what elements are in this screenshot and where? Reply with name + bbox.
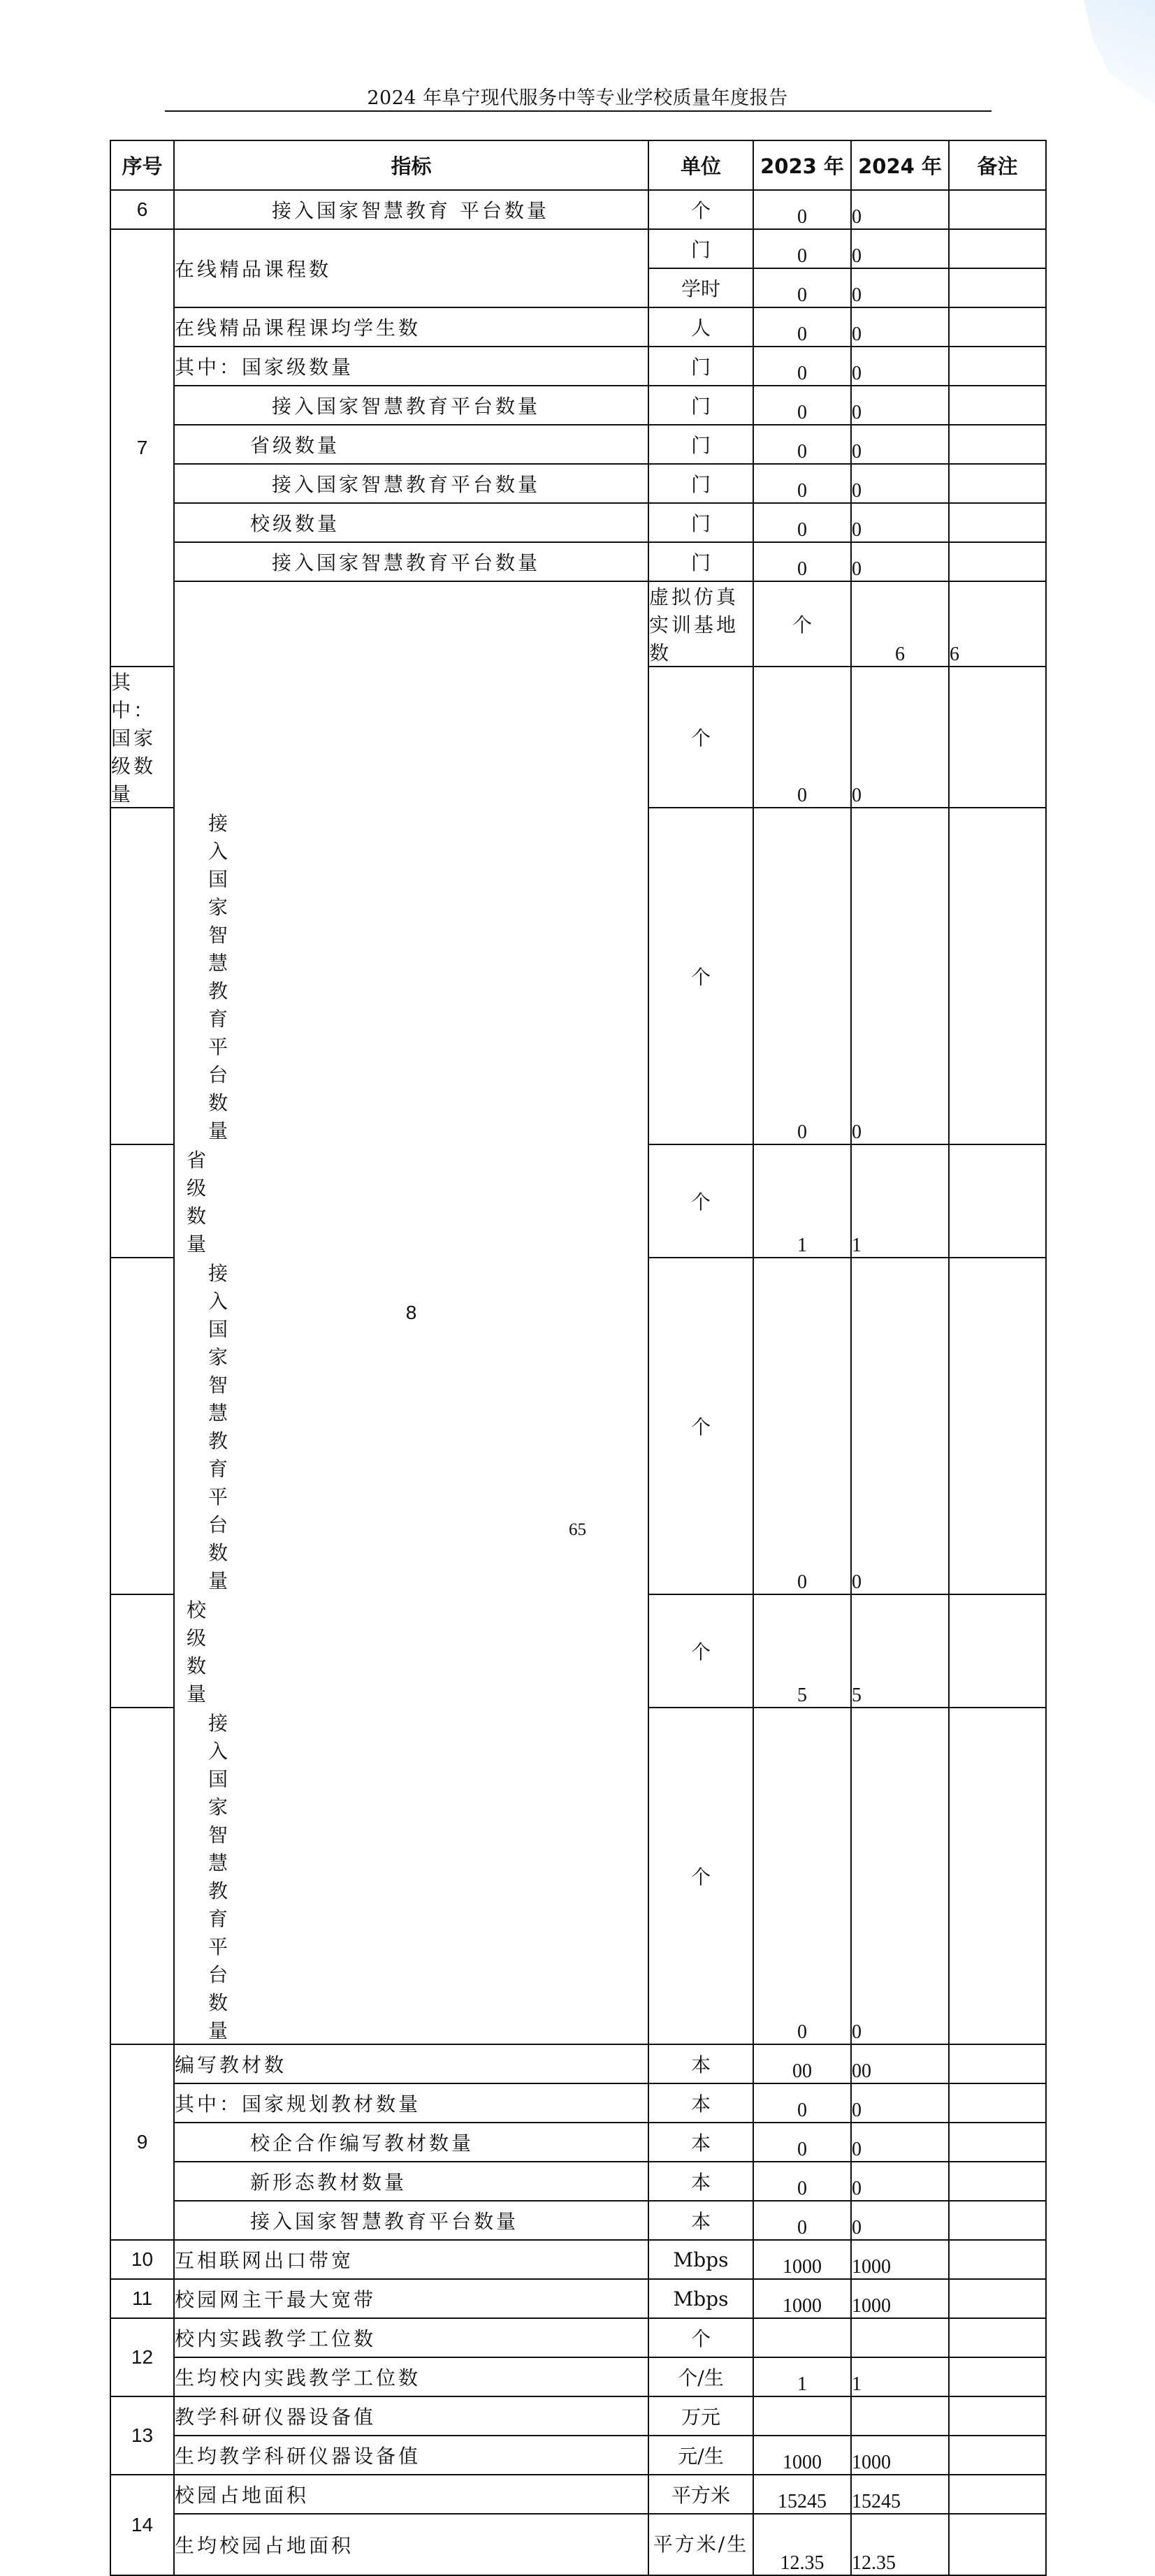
table-row <box>110 2044 1046 2083</box>
seq-cell: 8 <box>174 581 648 2044</box>
seq-cell: 10 <box>110 2240 174 2279</box>
unit-cell: 个 <box>648 2318 753 2357</box>
table-row <box>110 2514 1046 2575</box>
col-header-unit: 单位 <box>648 140 753 190</box>
seq-cell: 9 <box>110 2044 174 2240</box>
table-row <box>110 2240 1046 2279</box>
value-2023-cell: 1 <box>753 2357 851 2396</box>
indicator-cell: 接入国家智慧教育 平台数量 <box>174 190 648 229</box>
value-2024-cell: 6 <box>949 581 1046 667</box>
indicator-cell: 接入国家智慧教育平台数量 <box>110 1708 174 2044</box>
value-2024-cell: 0 <box>851 2083 949 2123</box>
note-cell <box>949 1144 1046 1258</box>
report-table <box>110 140 1047 2576</box>
unit-cell: 门 <box>648 425 753 464</box>
indicator-cell: 校级数量 <box>110 1594 174 1708</box>
note-cell <box>949 542 1046 581</box>
seq-cell: 6 <box>110 190 174 229</box>
value-2023-cell: 0 <box>753 229 851 268</box>
indicator-cell: 教学科研仪器设备值 <box>174 2396 648 2436</box>
value-2023-cell: 12.35 <box>753 2514 851 2575</box>
value-2023-cell: 0 <box>753 503 851 542</box>
indicator-cell: 校级数量 <box>174 503 648 542</box>
value-2024-cell: 0 <box>851 347 949 386</box>
note-cell <box>949 2201 1046 2240</box>
indicator-cell: 接入国家智慧教育平台数量 <box>174 2201 648 2240</box>
seq-cell: 13 <box>110 2396 174 2475</box>
unit-cell: 本 <box>648 2083 753 2123</box>
value-2023-cell: 15245 <box>753 2475 851 2514</box>
indicator-cell: 省级数量 <box>174 425 648 464</box>
value-2023-cell: 0 <box>753 425 851 464</box>
value-2024-cell: 00 <box>851 2044 949 2083</box>
unit-cell: 本 <box>648 2201 753 2240</box>
table-header-row <box>110 140 1046 190</box>
indicator-cell: 接入国家智慧教育平台数量 <box>110 1258 174 1594</box>
value-2024-cell: 0 <box>851 464 949 503</box>
value-2023-cell: 0 <box>753 464 851 503</box>
value-2024-cell: 0 <box>851 268 949 307</box>
table-row <box>110 190 1046 229</box>
table-row <box>110 347 1046 386</box>
table-row <box>110 2436 1046 2475</box>
indicator-cell: 接入国家智慧教育平台数量 <box>174 464 648 503</box>
indicator-cell: 生均校园占地面积 <box>174 2514 648 2575</box>
note-cell <box>949 1594 1046 1708</box>
unit-cell: 门 <box>648 229 753 268</box>
unit-cell: 门 <box>648 464 753 503</box>
table-row <box>110 229 1046 268</box>
col-header-2023: 2023 年 <box>753 140 851 190</box>
indicator-cell: 在线精品课程课均学生数 <box>174 307 648 347</box>
table-row <box>110 2123 1046 2162</box>
unit-cell: 个 <box>648 1708 753 2044</box>
note-cell <box>949 386 1046 425</box>
note-cell <box>949 667 1046 808</box>
value-2023-cell: 0 <box>753 307 851 347</box>
note-cell <box>949 2279 1046 2318</box>
value-2023-cell: 0 <box>753 808 851 1144</box>
value-2024-cell: 5 <box>851 1594 949 1708</box>
note-cell <box>949 307 1046 347</box>
unit-cell: 门 <box>648 386 753 425</box>
unit-cell: 个 <box>648 190 753 229</box>
unit-cell: 个 <box>648 1144 753 1258</box>
value-2023-cell: 0 <box>753 386 851 425</box>
value-2023-cell: 0 <box>753 2123 851 2162</box>
value-2024-cell: 0 <box>851 667 949 808</box>
unit-cell: 本 <box>648 2044 753 2083</box>
value-2023-cell: 0 <box>753 347 851 386</box>
unit-cell: Mbps <box>648 2279 753 2318</box>
value-2024-cell: 0 <box>851 425 949 464</box>
unit-cell: 门 <box>648 542 753 581</box>
seq-cell: 14 <box>110 2475 174 2575</box>
note-cell <box>949 2436 1046 2475</box>
value-2023-cell <box>753 2318 851 2357</box>
value-2024-cell <box>851 2396 949 2436</box>
value-2024-cell: 12.35 <box>851 2514 949 2575</box>
note-cell <box>949 2475 1046 2514</box>
value-2024-cell: 0 <box>851 2201 949 2240</box>
note-cell <box>949 2318 1046 2357</box>
table-row <box>110 503 1046 542</box>
table-row <box>110 307 1046 347</box>
indicator-cell: 编写教材数 <box>174 2044 648 2083</box>
value-2024-cell: 0 <box>851 1708 949 2044</box>
value-2023-cell: 1000 <box>753 2436 851 2475</box>
indicator-cell: 校内实践教学工位数 <box>174 2318 648 2357</box>
note-cell <box>949 268 1046 307</box>
unit-cell: 个 <box>648 1258 753 1594</box>
note-cell <box>949 2240 1046 2279</box>
indicator-cell: 互相联网出口带宽 <box>174 2240 648 2279</box>
indicator-cell: 其中：国家规划教材数量 <box>174 2083 648 2123</box>
unit-cell: 万元 <box>648 2396 753 2436</box>
value-2024-cell: 0 <box>851 229 949 268</box>
value-2023-cell: 0 <box>753 268 851 307</box>
value-2024-cell: 1000 <box>851 2436 949 2475</box>
indicator-cell: 校园占地面积 <box>174 2475 648 2514</box>
value-2023-cell: 0 <box>753 1258 851 1594</box>
value-2023-cell: 6 <box>851 581 949 667</box>
note-cell <box>949 464 1046 503</box>
table-row <box>110 2083 1046 2123</box>
table-row <box>110 464 1046 503</box>
table-row <box>110 2357 1046 2396</box>
seq-cell: 7 <box>110 229 174 667</box>
note-cell <box>949 2357 1046 2396</box>
value-2023-cell: 1000 <box>753 2279 851 2318</box>
note-cell <box>949 2123 1046 2162</box>
col-header-seq: 序号 <box>110 140 174 190</box>
value-2023-cell: 0 <box>753 2201 851 2240</box>
note-cell <box>949 2514 1046 2575</box>
value-2023-cell: 0 <box>753 190 851 229</box>
value-2023-cell: 0 <box>753 1708 851 2044</box>
unit-cell: 平方米 <box>648 2475 753 2514</box>
value-2024-cell: 0 <box>851 190 949 229</box>
value-2024-cell: 1000 <box>851 2279 949 2318</box>
page-header-title: 2024 年阜宁现代服务中等专业学校质量年度报告 <box>367 87 788 109</box>
indicator-cell: 接入国家智慧教育平台数量 <box>174 542 648 581</box>
value-2024-cell: 0 <box>851 503 949 542</box>
unit-cell: 人 <box>648 307 753 347</box>
value-2023-cell: 5 <box>753 1594 851 1708</box>
unit-cell: 本 <box>648 2162 753 2201</box>
indicator-cell: 虚拟仿真实训基地数 <box>648 581 753 667</box>
value-2023-cell: 1 <box>753 1144 851 1258</box>
value-2023-cell <box>753 2396 851 2436</box>
note-cell <box>949 2162 1046 2201</box>
value-2024-cell: 1 <box>851 2357 949 2396</box>
col-header-2024: 2024 年 <box>851 140 949 190</box>
indicator-cell: 其中：国家级数量 <box>174 347 648 386</box>
table-row <box>110 2475 1046 2514</box>
page-number: 65 <box>569 1520 586 1539</box>
value-2023-cell: 00 <box>753 2044 851 2083</box>
indicator-cell: 其中：国家级数量 <box>110 667 174 808</box>
note-cell <box>949 2083 1046 2123</box>
indicator-cell: 生均校内实践教学工位数 <box>174 2357 648 2396</box>
note-cell <box>949 808 1046 1144</box>
value-2024-cell: 0 <box>851 307 949 347</box>
value-2024-cell: 0 <box>851 542 949 581</box>
unit-cell: 门 <box>648 503 753 542</box>
note-cell <box>949 347 1046 386</box>
value-2024-cell: 0 <box>851 1258 949 1594</box>
note-cell <box>949 1708 1046 2044</box>
unit-cell: 门 <box>648 347 753 386</box>
value-2024-cell <box>851 2318 949 2357</box>
value-2024-cell: 1000 <box>851 2240 949 2279</box>
note-cell <box>949 1258 1046 1594</box>
indicator-cell: 校企合作编写教材数量 <box>174 2123 648 2162</box>
unit-cell: 元/生 <box>648 2436 753 2475</box>
note-cell <box>949 229 1046 268</box>
unit-cell: 个 <box>648 667 753 808</box>
unit-cell: 平方米/生 <box>648 2514 753 2575</box>
unit-cell: 个 <box>648 808 753 1144</box>
indicator-cell: 省级数量 <box>110 1144 174 1258</box>
value-2024-cell: 15245 <box>851 2475 949 2514</box>
value-2024-cell: 1 <box>851 1144 949 1258</box>
note-cell <box>949 425 1046 464</box>
value-2024-cell: 0 <box>851 808 949 1144</box>
unit-cell: Mbps <box>648 2240 753 2279</box>
note-cell <box>949 2396 1046 2436</box>
col-header-note: 备注 <box>949 140 1046 190</box>
value-2023-cell: 0 <box>753 542 851 581</box>
note-cell <box>949 2044 1046 2083</box>
value-2024-cell: 0 <box>851 386 949 425</box>
seq-cell: 11 <box>110 2279 174 2318</box>
table-row <box>110 581 1046 667</box>
unit-cell: 个 <box>753 581 851 667</box>
indicator-cell: 接入国家智慧教育平台数量 <box>110 808 174 1144</box>
indicator-cell: 在线精品课程数 <box>174 229 648 307</box>
value-2023-cell: 1000 <box>753 2240 851 2279</box>
table-row <box>110 2279 1046 2318</box>
unit-cell: 个 <box>648 1594 753 1708</box>
value-2024-cell: 0 <box>851 2123 949 2162</box>
table-row <box>110 2162 1046 2201</box>
table-row <box>110 386 1046 425</box>
seq-cell: 12 <box>110 2318 174 2396</box>
table-row <box>110 542 1046 581</box>
table-row <box>110 425 1046 464</box>
header-divider <box>165 110 991 112</box>
value-2024-cell: 0 <box>851 2162 949 2201</box>
indicator-cell: 校园网主干最大宽带 <box>174 2279 648 2318</box>
value-2023-cell: 0 <box>753 2083 851 2123</box>
indicator-cell: 新形态教材数量 <box>174 2162 648 2201</box>
table-row <box>110 2318 1046 2357</box>
value-2023-cell: 0 <box>753 2162 851 2201</box>
note-cell <box>949 503 1046 542</box>
table-row <box>110 2396 1046 2436</box>
col-header-indicator: 指标 <box>174 140 648 190</box>
unit-cell: 个/生 <box>648 2357 753 2396</box>
unit-cell: 学时 <box>648 268 753 307</box>
unit-cell: 本 <box>648 2123 753 2162</box>
note-cell <box>949 190 1046 229</box>
indicator-cell: 接入国家智慧教育平台数量 <box>174 386 648 425</box>
table-row <box>110 2201 1046 2240</box>
value-2023-cell: 0 <box>753 667 851 808</box>
indicator-cell: 生均教学科研仪器设备值 <box>174 2436 648 2475</box>
